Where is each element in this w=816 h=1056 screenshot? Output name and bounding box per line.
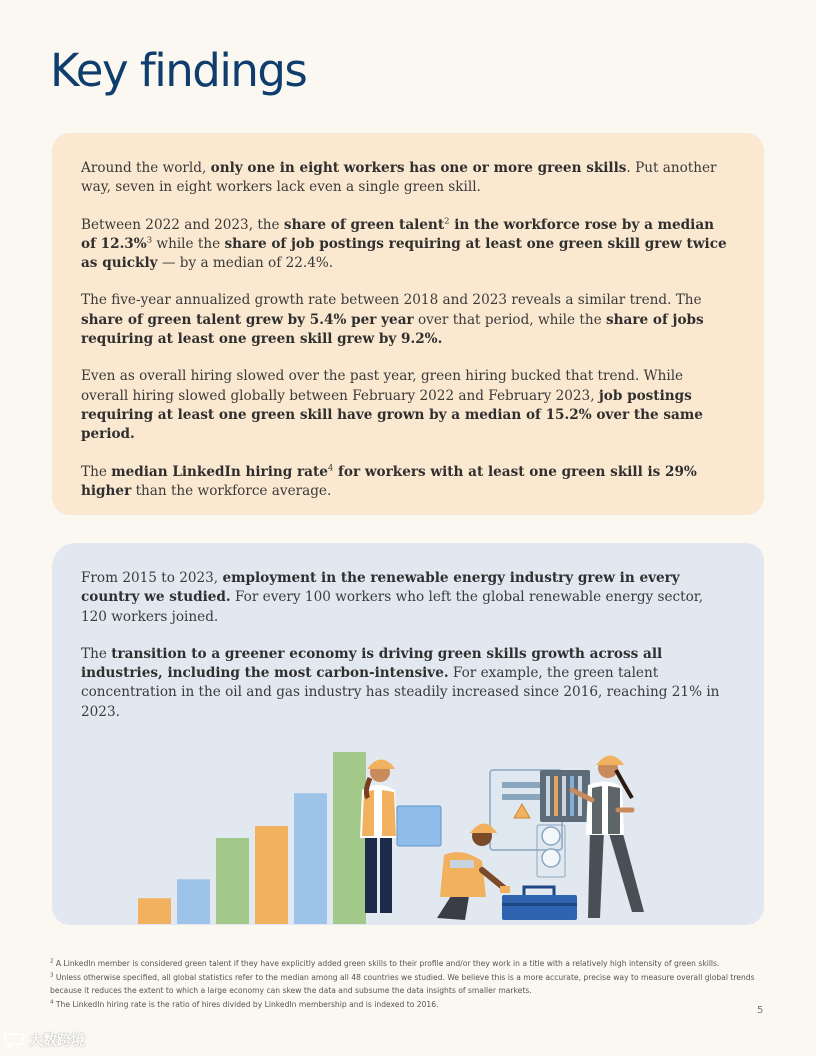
footnote-3: $^3$ Unless otherwise specified, all global statistics refer to the median among all 48 countries we studied. We believe this is a more accurate, precise way to measure overall global trends because it reduces the extent to which a large economy can skew the data and subsume the data insights of smaller markets. — [50, 972, 755, 995]
finding-green-hiring: Even as overall hiring slowed over the past year, green hiring bucked that trend. While overall hiring slowed globally between February 2022 and February 2023, job postings requiring at least one green skill have grown by a median of 15.2% over the same period. — [81, 368, 703, 443]
finding-green-talent-growth: Between 2022 and 2023, the share of green talent$^2$ in the workforce rose by a median of 12.3%$^3$ while the share of job postings requiring at least one green skill grew twice as quickly — by a median of 22.4%. — [81, 216, 727, 272]
footnote-2: $^2$ A LinkedIn member is considered green talent if they have explicitly added green skills to their profile and/or they work in a title with a relatively high intensity of green skills. — [50, 958, 720, 968]
finding-carbon-intensive-industries: The transition to a greener economy is driving green skills growth across all industries, including the most carbon-intensive. For example, the green talent concentration in the oil and gas industry has steadily increased since 2016, reaching 21% in 2023. — [81, 645, 720, 720]
finding-renewable-employment: From 2015 to 2023, employment in the renewable energy industry grew in every country we studied. For every 100 workers who left the global renewable energy sector, 120 workers joined. — [81, 570, 704, 625]
renewable-energy-panel — [52, 543, 764, 925]
finding-green-skills-share: Around the world, only one in eight workers has one or more green skills. Put another way, seven in eight workers lack even a single green skill. — [81, 160, 717, 196]
speech-bubble-logo-icon — [4, 1032, 24, 1048]
watermark — [4, 1030, 85, 1050]
watermark-text: 大数跨境 — [29, 1033, 85, 1049]
finding-five-year-growth: The five-year annualized growth rate between 2018 and 2023 reveals a similar trend. The share of green talent grew by 5.4% per year over that period, while the share of jobs requiring at least one green skill grew by 9.2%. — [81, 292, 704, 348]
key-findings-panel — [52, 133, 764, 515]
page-title: Key findings — [50, 44, 307, 97]
finding-hiring-rate: The median LinkedIn hiring rate$^4$ for workers with at least one green skill is 29% higher than the workforce average. — [81, 463, 697, 499]
footnotes — [50, 958, 760, 1013]
footnote-4: $^4$ The LinkedIn hiring rate is the ratio of hires divided by LinkedIn membership and is indexed to 2016. — [50, 999, 439, 1009]
page-number: 5 — [757, 1005, 764, 1016]
